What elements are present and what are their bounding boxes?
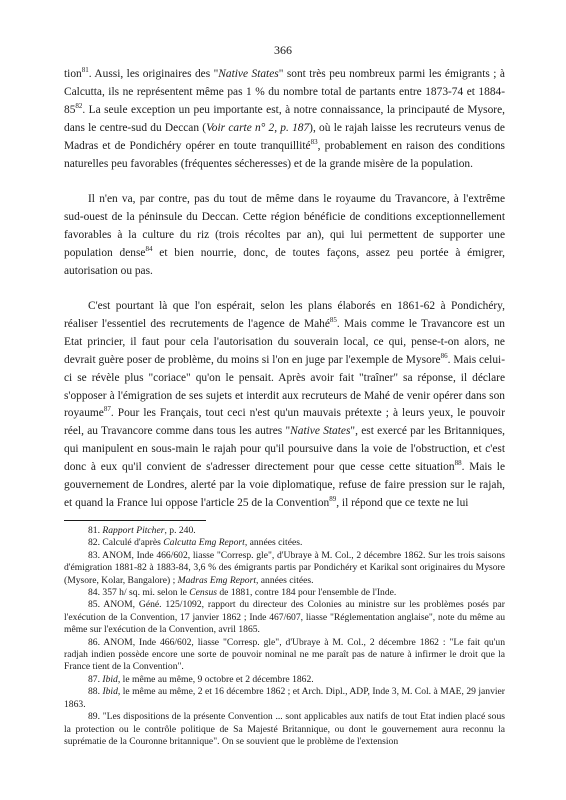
footnote [64,537,505,549]
footnote-ref: 84 [145,244,153,253]
text-run: 82. Calculé d'après [88,537,164,549]
text-run: 81. [88,525,103,536]
text-run: 84. 357 h/ sq. mi. selon le [88,587,190,599]
text-run: 89. "Les dispositions de la présente Convention ... sont applicables aux natifs de tout Etat indien placé sous la protection ou le contrôle politique de Sa Majesté Britannique, ou dont le gouvernement aura reconnu la suprématie de la Couronne britannique". On se souvient que le problème de l'extension [64,711,505,747]
footnote-ref: 83 [310,137,318,146]
text-run: C'est pourtant là que l'on espérait, selon les plans élaborés en 1861-62 à Pondichéry, réaliser l'essentiel des recrutements de l'agence de Mahé [64,299,505,330]
footnote-ref: 88 [454,459,462,468]
footnote [64,525,505,537]
text-run: et bien nourrie, donc, de toutes façons, assez peu portée à émigrer, autorisation ou pas. [64,246,505,277]
footnote-ref: 85 [329,316,337,325]
text-run: tion [64,68,82,80]
italic-text: Native States [218,68,279,80]
italic-text: Ibid [102,686,118,698]
text-run: , il répond que ce texte ne lui [336,496,469,509]
text-run: . Mais comme le Travancore est un Etat princier, il faut pour cela l'autorisation du souverain local, ce qui, pense-t-on alors, ne devrait guère poser de problème, du moins si l'on en juge par l'exemple de Mysore [64,317,505,366]
text-run: , probablement en raison des conditions naturelles peu favorables (fréquentes sécheresses) et de la grande misère de la population. [64,139,505,170]
footnote-ref: 89 [329,495,337,504]
italic-text: Ibid [102,673,118,685]
text-run: de 1881, contre 184 pour l'ensemble de l'Inde. [216,587,397,599]
footnote [64,550,505,587]
text-run: . Pour les Français, tout ceci n'est qu'un mauvais prétexte ; à leurs yeux, le pouvoir réel, au Travancore comme dans tous les autres " [64,407,505,438]
paragraph [64,66,505,173]
text-run: 86. ANOM, Inde 466/602, liasse "Corresp. gle", d'Ubraye à M. Col., 2 décembre 1862 : "Le fait qu'un radjah indien possède encore une sorte de pouvoir nominal ne me paraît pas de nature à infirmer le droit que la France tient de la Convention". [64,636,505,673]
footnote [64,674,505,686]
italic-text: Native States [290,425,351,438]
text-run: Il n'en va, par contre, pas du tout de même dans le royaume du Travancore, à l'extrême sud-ouest de la péninsule du Deccan. Cette région bénéficie de conditions exceptionnellement favorables à la culture du riz (trois récoltes par an), qui lui permettent de supporter une population dense [64,192,505,259]
text-run: 87. [88,673,103,685]
footnote [64,637,505,674]
text-run: 85. ANOM, Géné. 125/1092, rapport du directeur des Colonies au ministre sur les problèmes posés par l'exécution de la Convention, 17 janvier 1862 ; Inde 467/607, liasse "Réglementation anglaise", note du même au même sur l'exécution de la Convention, avril 1865. [64,599,505,636]
italic-text: Calcutta Emg Report [163,537,245,549]
text-run: , années citées. [244,537,303,549]
text-run: . Mais celui-ci se révèle plus "coriace" qu'on le pensait. Après avoir fait "traîner" sa réponse, il déclare s'opposer à l'émigration de ses sujets et interdit aux recruteurs de Mahé de venir opérer dans son royaume [64,353,505,420]
italic-text: Census [189,587,217,599]
italic-text: Rapport Pitcher [102,525,165,536]
footnote-ref: 86 [440,351,448,360]
italic-text: Voir carte n° 2, p. 187 [206,121,310,134]
text-run: ", est exercé par les Britanniques, qui manipulent en sous-main le rajah pour qu'il poursuive dans la voie de l'obstruction, et c'est donc à eux qu'il convient de s'adresser directement pour que cesse cette situation [64,425,506,474]
footnote [64,587,505,599]
page-number: 366 [274,43,292,57]
text-run: . Mais le gouvernement de Londres, alerté par la voie diplomatique, refuse de faire pression sur le rajah, et quand la France lui oppose l'article 25 de la Convention [64,461,505,509]
text-run: 88. [88,686,103,698]
footnote-ref: 87 [103,405,111,414]
text-run: . Aussi, les originaires des " [88,68,219,80]
footnote-ref: 81 [81,66,89,75]
text-run: " sont très peu nombreux parmi les émigrants ; à Calcutta, ils ne représentent même pas 1 % du nombre total de partants entre 1873-74 et 1884-85 [64,68,505,116]
body-text [64,66,505,513]
paragraph [64,191,505,281]
text-run: , le même au même, 9 octobre et 2 décembre 1862. [117,673,314,685]
footnote-separator [64,520,206,521]
footnote [64,599,505,636]
text-run: ), où le rajah laisse les recruteurs venus de Madras et de Pondichéry opérer en toute tranquillité [64,121,505,152]
footnote-ref: 82 [75,102,83,111]
footnote [64,711,505,748]
text-run: . La seule exception un peu importante est, à notre connaissance, la principauté de Mysore, dans le centre-sud du Deccan ( [64,103,505,134]
text-run: , p. 240. [164,525,196,536]
text-run: , le même au même, 2 et 16 décembre 1862 ; et Arch. Dipl., ADP, Inde 3, M. Col. à MAE, 29 janvier 1863. [64,686,505,710]
text-run: 83. ANOM, Inde 466/602, liasse "Corresp. gle", d'Ubraye à M. Col., 2 décembre 1862. Sur les trois saisons d'émigration 1881-82 à 1883-84, 3,6 % des émigrants partis par Pondichéry et Karikal sont originaires du Mysore (Mysore, Kolar, Bangalore) ; [64,549,505,586]
footnote [64,686,505,711]
text-run: , années citées. [255,574,314,586]
paragraph [64,298,505,513]
footnotes [64,525,505,748]
italic-text: Madras Emg Report [177,574,256,586]
